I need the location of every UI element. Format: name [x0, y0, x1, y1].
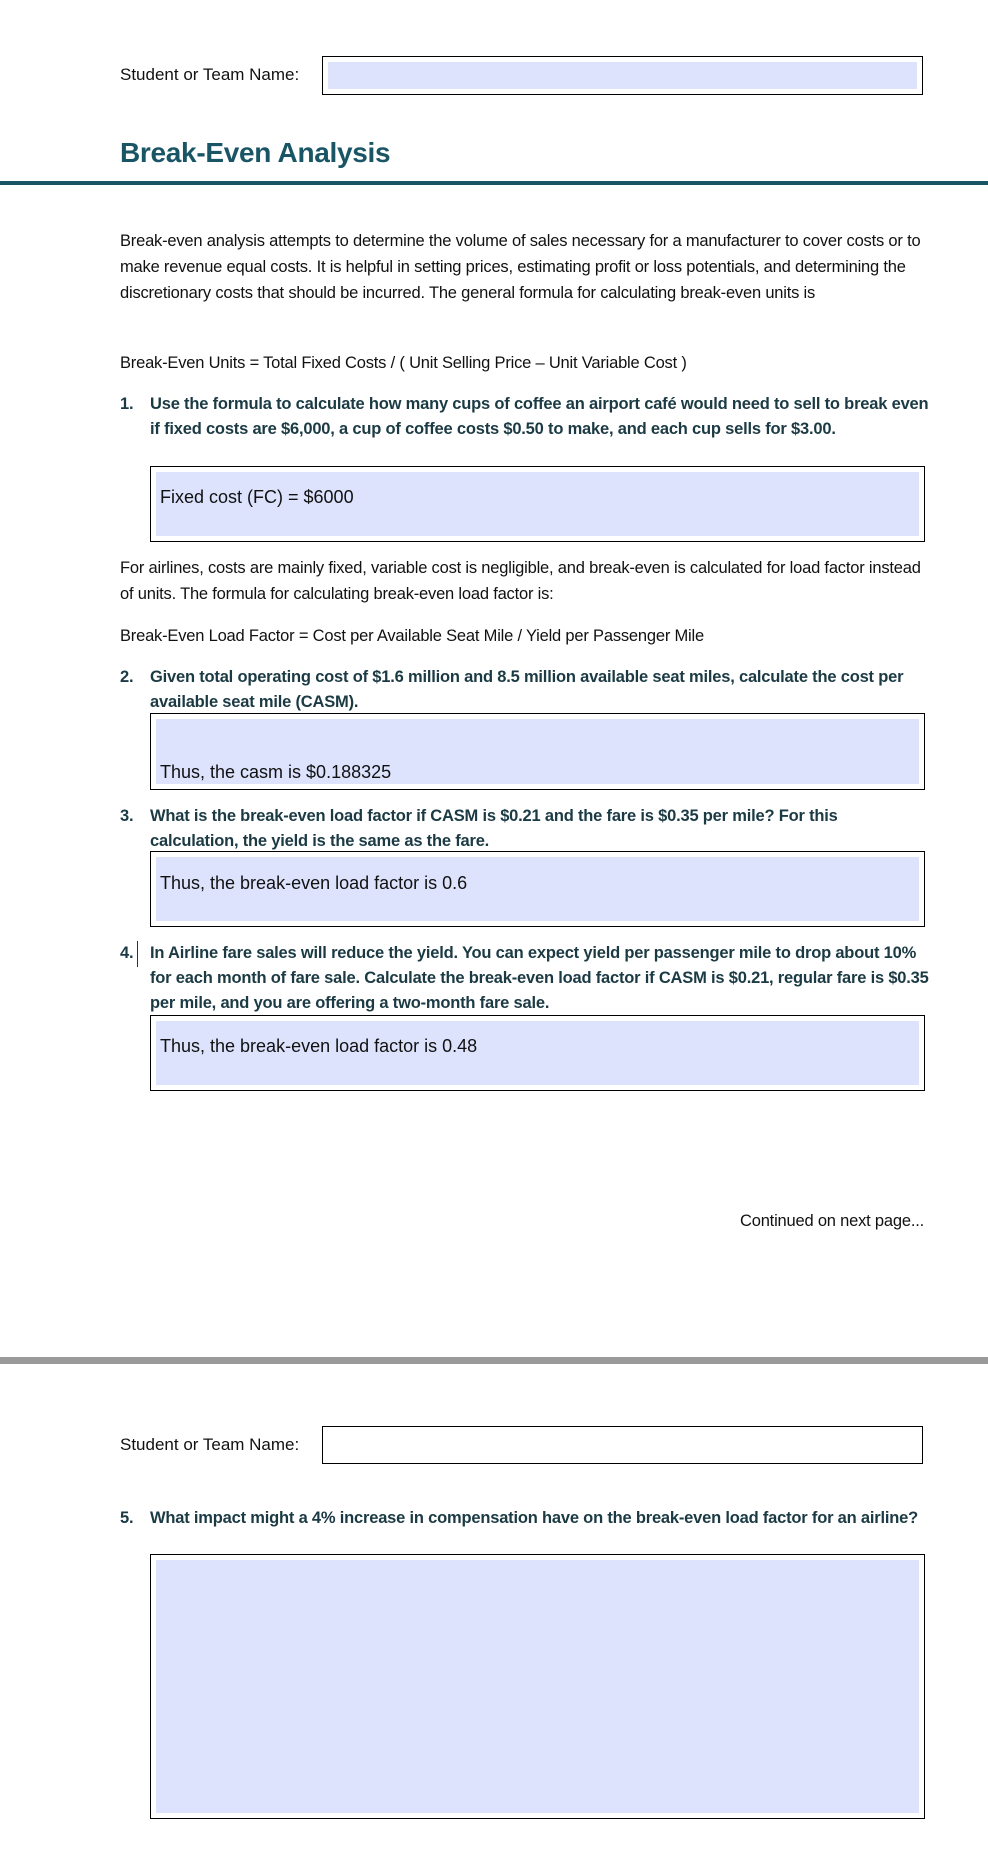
question-text: In Airline fare sales will reduce the yield. You can expect yield per passenger mile to drop about 10% for each month of fare sale. Calculate the break-even load factor if CASM is $0.21, regular fare is $0.35 per mile, and you are offering a two-month fare sale. [150, 944, 929, 1012]
title-rule [0, 181, 988, 185]
question-text: What impact might a 4% increase in compensation have on the break-even load factor for an airline? [150, 1509, 919, 1527]
question-3 [120, 804, 930, 854]
question-1 [120, 392, 930, 467]
question-number: 4. [120, 944, 134, 962]
name-label-page2: Student or Team Name: [120, 1435, 300, 1454]
airline-paragraph: For airlines, costs are mainly fixed, variable cost is negligible, and break-even is calculated for load factor instead of units. The formula for calculating break-even load factor is: [120, 559, 921, 603]
question-text: Use the formula to calculate how many cups of coffee an airport café would need to sell to break even if fixed costs are $6,000, a cup of coffee costs $0.50 to make, and each cup sells for $3.00. [150, 395, 929, 438]
question-text: What is the break-even load factor if CASM is $0.21 and the fare is $0.35 per mile? For this calculation, the yield is the same as the fare. [150, 807, 838, 850]
question-number: 2. [120, 668, 134, 686]
name-field[interactable] [322, 56, 923, 95]
formula-break-even-units: Break-Even Units = Total Fixed Costs / ( Unit Selling Price – Unit Variable Cost ) [120, 354, 687, 372]
name-label: Student or Team Name: [120, 65, 300, 84]
answer-2-field[interactable] [150, 713, 925, 790]
question-number: 3. [120, 807, 134, 825]
page-title: Break-Even Analysis [120, 137, 391, 168]
answer-4-value[interactable]: Thus, the break-even load factor is 0.48 [160, 1036, 478, 1056]
answer-5-field[interactable] [150, 1554, 925, 1819]
answer-4-field[interactable] [150, 1015, 925, 1091]
question-number: 5. [120, 1509, 134, 1527]
intro-paragraph: Break-even analysis attempts to determine the volume of sales necessary for a manufacturer to cover costs or to make revenue equal costs. It is helpful in setting prices, estimating profit or loss potentials, and determining the discretionary costs that should be incurred. The general formula for calculating break-even units is [120, 232, 921, 302]
continued-note: Continued on next page... [740, 1212, 924, 1230]
answer-1-field[interactable] [150, 466, 925, 542]
name-field-page2[interactable] [322, 1426, 923, 1464]
question-2 [120, 665, 930, 715]
answer-3-field[interactable] [150, 851, 925, 927]
answer-1-value[interactable]: Fixed cost (FC) = $6000 [160, 487, 354, 507]
answer-3-value[interactable]: Thus, the break-even load factor is 0.6 [160, 873, 468, 893]
formula-break-even-load-factor: Break-Even Load Factor = Cost per Available Seat Mile / Yield per Passenger Mile [120, 627, 704, 645]
name-field-value[interactable] [328, 62, 917, 89]
question-5 [120, 1506, 930, 1556]
answer-2-value[interactable]: Thus, the casm is $0.188325 [160, 762, 392, 782]
page-break [0, 1357, 988, 1364]
question-number: 1. [120, 395, 134, 413]
question-4 [120, 941, 930, 1016]
question-text: Given total operating cost of $1.6 million and 8.5 million available seat miles, calculate the cost per available seat mile (CASM). [150, 668, 904, 711]
text-cursor [137, 941, 138, 967]
